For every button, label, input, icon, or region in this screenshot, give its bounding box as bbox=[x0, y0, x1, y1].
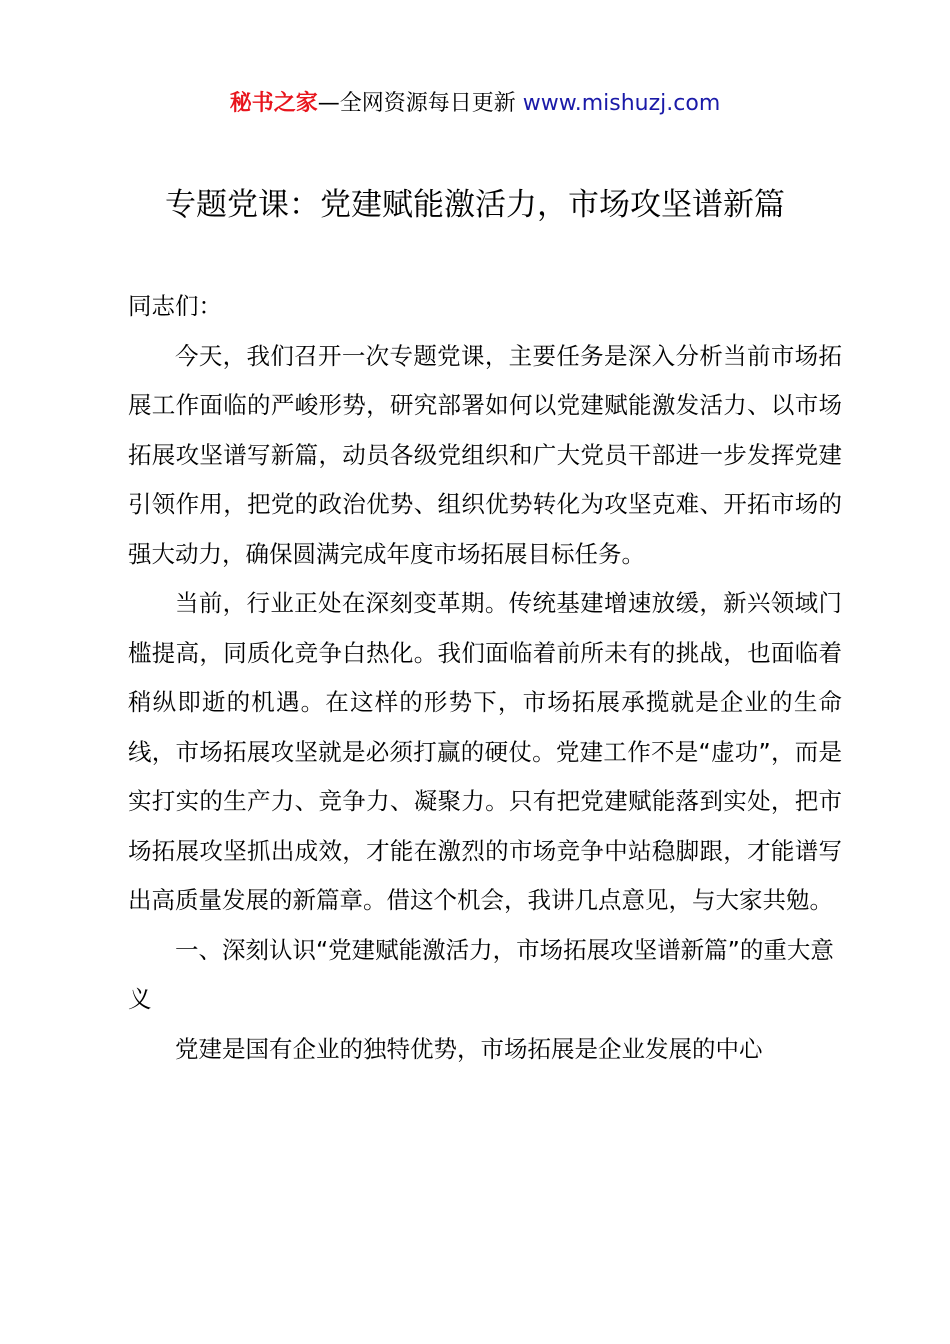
document-title: 专题党课：党建赋能激活力，市场攻坚谱新篇 bbox=[165, 187, 785, 223]
section-heading-1: 一、深刻认识“党建赋能激活力，市场拓展攻坚谱新篇”的重大意义 bbox=[128, 935, 834, 1013]
paragraph-3: 党建是国有企业的独特优势，市场拓展是企业发展的中心 bbox=[175, 1034, 763, 1063]
paragraph-2: 当前，行业正处在深刻变革期。传统基建增速放缓，新兴领域门槛提高，同质化竞争白热化。我们面临着前所未有的挑战，也面临着稍纵即逝的机遇。在这样的形势下，市场拓展承揽就是企业的生命线，市场拓展攻坚就是必须打赢的硬仗。党建工作不是“虚功”，而是实打实的生产力、竞争力、凝聚力。只有把党建赋能落到实处，把市场拓展攻坚抓出成效，才能在激烈的市场竞争中站稳脚跟，才能谱写出高质量发展的新篇章。借这个机会，我讲几点意见，与大家共勉。 bbox=[128, 589, 842, 914]
greeting: 同志们： bbox=[128, 292, 222, 320]
site-header bbox=[0, 86, 950, 122]
document-body bbox=[128, 282, 842, 1074]
paragraph-1: 今天，我们召开一次专题党课，主要任务是深入分析当前市场拓展工作面临的严峻形势，研究部署如何以党建赋能激发活力、以市场拓展攻坚谱写新篇，动员各级党组织和广大党员干部进一步发挥党建引领作用，把党的政治优势、组织优势转化为攻坚克难、开拓市场的强大动力，确保圆满完成年度市场拓展目标任务。 bbox=[128, 341, 842, 568]
site-brand: 秘书之家 bbox=[229, 91, 318, 116]
site-url-link[interactable]: www.mishuzj.com bbox=[522, 91, 721, 116]
site-tagline: —全网资源每日更新 bbox=[317, 91, 523, 116]
